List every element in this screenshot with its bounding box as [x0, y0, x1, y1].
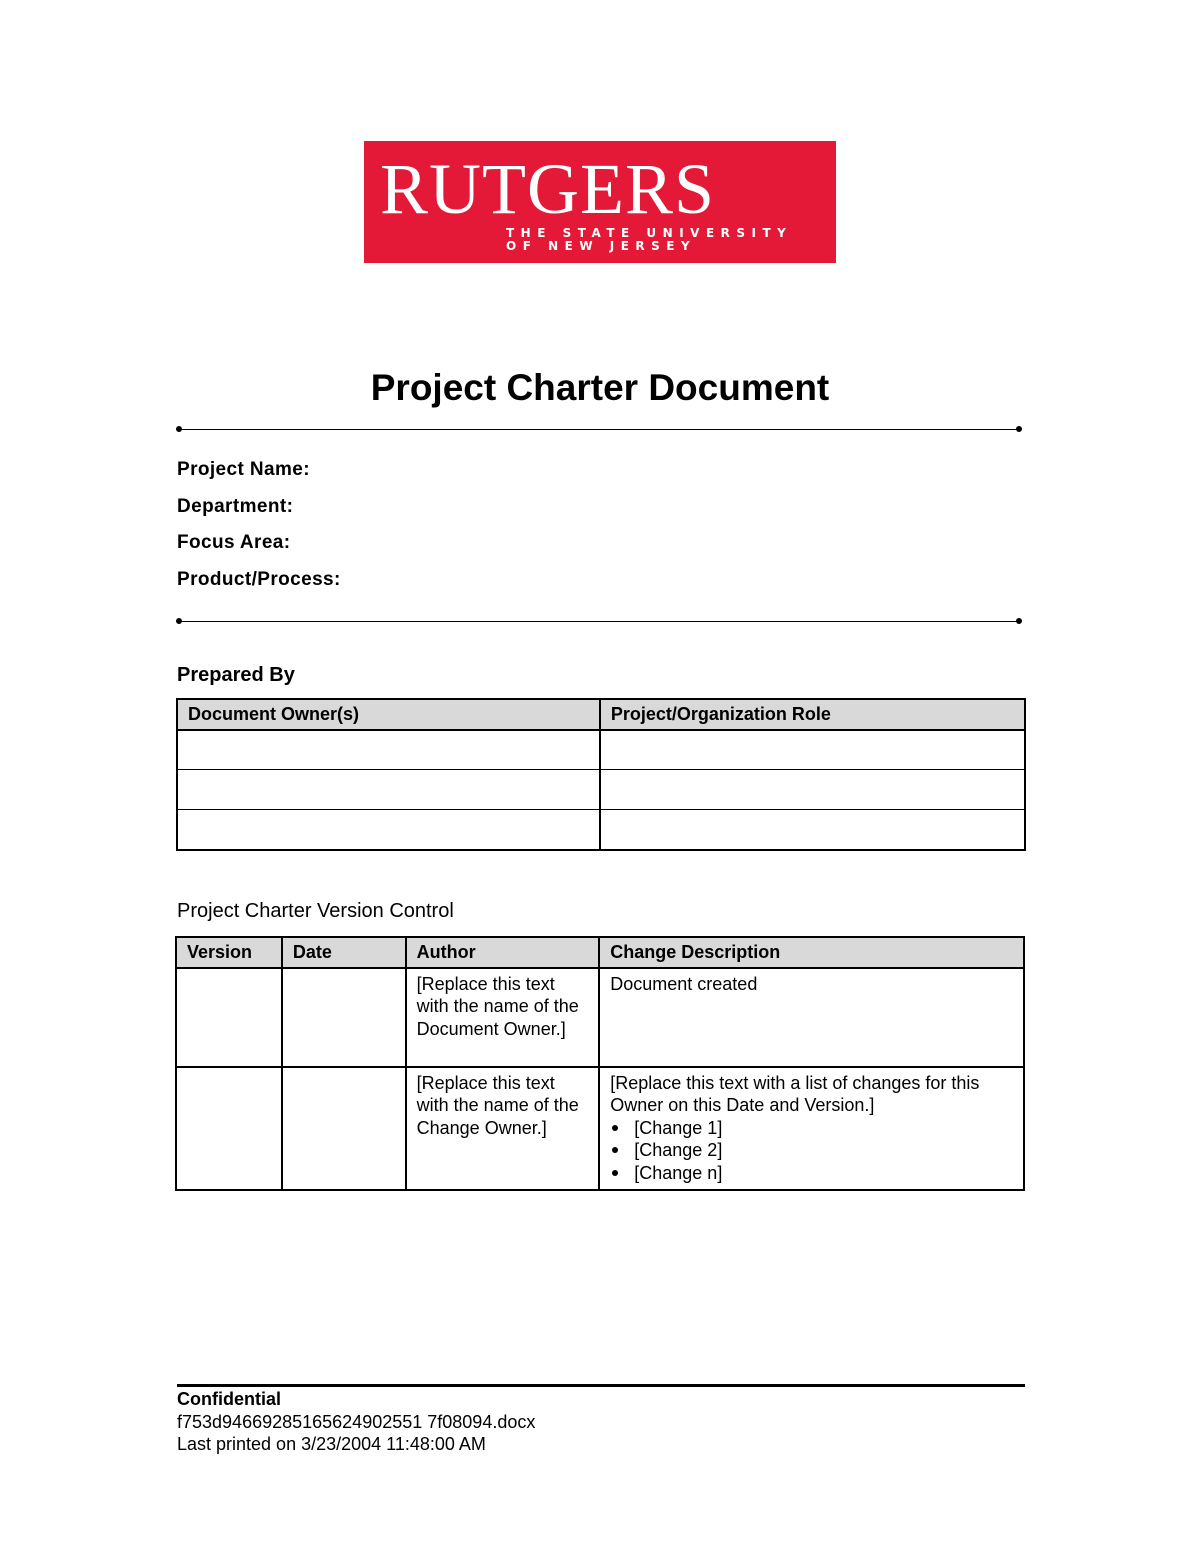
column-header-change-description: Change Description: [599, 937, 1024, 968]
logo-tagline-line1: THE STATE UNIVERSITY: [506, 226, 793, 240]
fields-divider: [178, 621, 1020, 622]
description-cell[interactable]: Document created: [599, 968, 1024, 1067]
description-cell[interactable]: [599, 1067, 1024, 1190]
list-item: [Change 1]: [610, 1117, 1013, 1140]
project-name-label: Project Name:: [177, 459, 310, 480]
role-cell[interactable]: [600, 810, 1025, 850]
prepared-by-heading: Prepared By: [177, 664, 295, 686]
column-header-document-owners: Document Owner(s): [177, 699, 600, 730]
title-divider: [178, 429, 1020, 430]
column-header-role: Project/Organization Role: [600, 699, 1025, 730]
owner-cell[interactable]: [177, 810, 600, 850]
version-control-heading: Project Charter Version Control: [177, 900, 454, 922]
table-row: [176, 1067, 1024, 1190]
list-item: [Change 2]: [610, 1139, 1013, 1162]
document-title: Project Charter Document: [370, 367, 830, 408]
confidential-label: Confidential: [177, 1389, 281, 1409]
rutgers-logo: [364, 141, 836, 263]
change-intro: [Replace this text with a list of changes for this Owner on this Date and Version.]: [610, 1072, 980, 1115]
column-header-author: Author: [406, 937, 600, 968]
date-cell[interactable]: [282, 1067, 406, 1190]
table-row: [177, 730, 1025, 770]
footer: [177, 1388, 535, 1456]
department-label: Department:: [177, 496, 294, 517]
logo-tagline-line2: OF NEW JERSEY: [506, 239, 697, 253]
table-row: [177, 770, 1025, 810]
owner-cell[interactable]: [177, 770, 600, 810]
list-item: [Change n]: [610, 1162, 1013, 1185]
date-cell[interactable]: [282, 968, 406, 1067]
logo-wordmark: RUTGERS: [380, 149, 716, 229]
author-cell[interactable]: [Replace this text with the name of the Document Owner.]: [406, 968, 600, 1067]
change-list: [610, 1117, 1013, 1185]
role-cell[interactable]: [600, 730, 1025, 770]
table-header-row: [176, 937, 1024, 968]
role-cell[interactable]: [600, 770, 1025, 810]
version-cell[interactable]: [176, 1067, 282, 1190]
version-control-table: [175, 936, 1025, 1191]
author-cell[interactable]: [Replace this text with the name of the Change Owner.]: [406, 1067, 600, 1190]
document-owners-table: [176, 698, 1026, 851]
owner-cell[interactable]: [177, 730, 600, 770]
product-process-label: Product/Process:: [177, 569, 341, 590]
column-header-version: Version: [176, 937, 282, 968]
table-row: [177, 810, 1025, 850]
focus-area-label: Focus Area:: [177, 532, 291, 553]
logo-tagline: [506, 227, 792, 253]
version-cell[interactable]: [176, 968, 282, 1067]
table-row: [176, 968, 1024, 1067]
footer-filename: f753d94669285165624902551 7f08094.docx: [177, 1411, 536, 1432]
footer-divider: [177, 1384, 1025, 1387]
footer-printed-date: Last printed on 3/23/2004 11:48:00 AM: [177, 1434, 486, 1454]
column-header-date: Date: [282, 937, 406, 968]
table-header-row: [177, 699, 1025, 730]
